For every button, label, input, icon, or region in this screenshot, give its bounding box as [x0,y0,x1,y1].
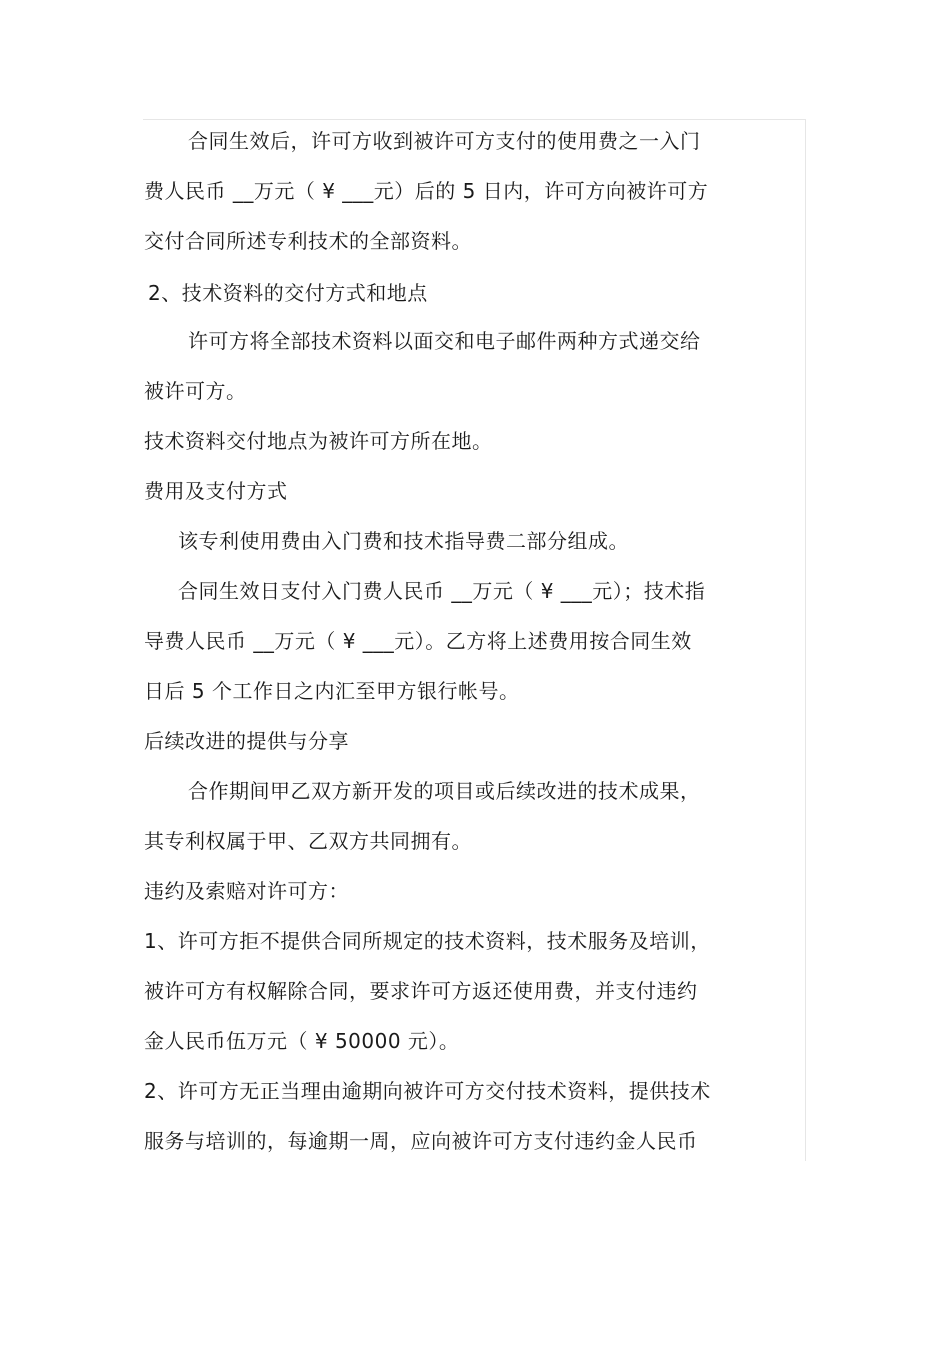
section-heading-delivery: 2、技术资料的交付方式和地点 [148,281,428,305]
paragraph-line-11: 导费人民币 __万元（ ¥ ___元）。乙方将上述费用按合同生效 [144,629,692,653]
paragraph-line-15: 其专利权属于甲、乙双方共同拥有。 [144,829,472,853]
paragraph-line-2: 费人民币 __万元（ ¥ ___元）后的 5 日内，许可方向被许可方 [144,179,709,203]
paragraph-line-1: 合同生效后，许可方收到被许可方支付的使用费之一入门 [188,129,701,153]
paragraph-line-9: 该专利使用费由入门费和技术指导费二部分组成。 [178,529,629,553]
section-heading-improvements: 后续改进的提供与分享 [144,729,349,753]
paragraph-line-5: 许可方将全部技术资料以面交和电子邮件两种方式递交给 [188,329,701,353]
section-heading-fees: 费用及支付方式 [144,479,288,503]
paragraph-line-12: 日后 5 个工作日之内汇至甲方银行帐号。 [144,679,520,703]
paragraph-line-20: 2、许可方无正当理由逾期向被许可方交付技术资料，提供技术 [144,1079,711,1103]
paragraph-line-18: 被许可方有权解除合同，要求许可方返还使用费，并支付违约 [144,979,698,1003]
paragraph-line-3: 交付合同所述专利技术的全部资料。 [144,229,472,253]
paragraph-line-21: 服务与培训的，每逾期一周，应向被许可方支付违约金人民币 [144,1129,698,1153]
paragraph-line-14: 合作期间甲乙双方新开发的项目或后续改进的技术成果， [188,779,701,803]
section-heading-breach: 违约及索赔对许可方： [144,879,349,903]
paragraph-line-7: 技术资料交付地点为被许可方所在地。 [144,429,493,453]
paragraph-line-19: 金人民币伍万元（ ¥ 50000 元）。 [144,1029,460,1053]
paragraph-line-10: 合同生效日支付入门费人民币 __万元（ ¥ ___元）；技术指 [178,579,706,603]
paragraph-line-17: 1、许可方拒不提供合同所规定的技术资料，技术服务及培训， [144,929,711,953]
paragraph-line-6: 被许可方。 [144,379,247,403]
